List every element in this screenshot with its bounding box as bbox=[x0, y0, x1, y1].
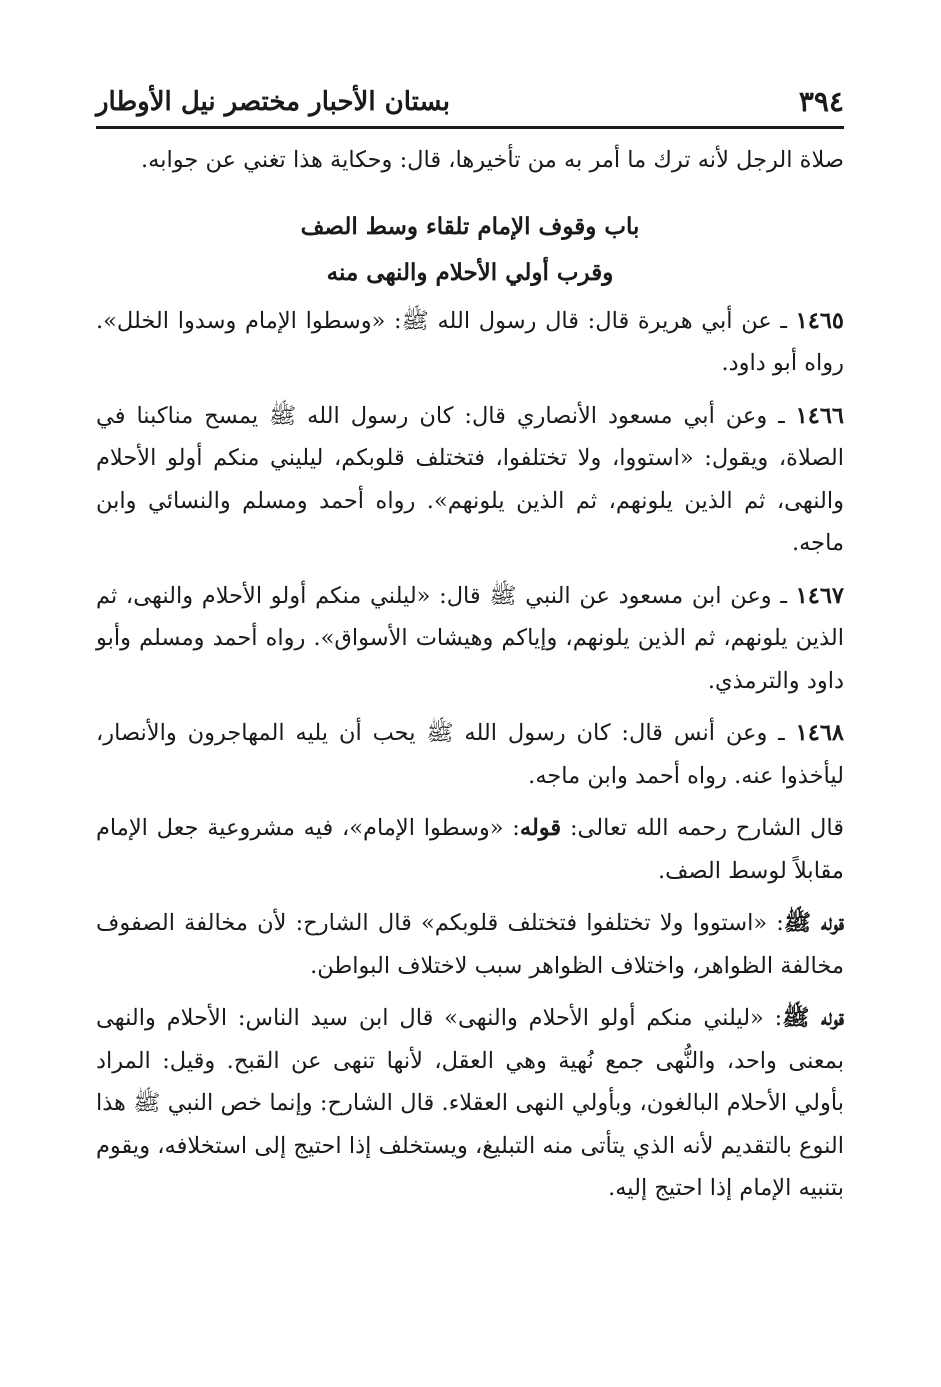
hadith-text: ـ عن أبي هريرة قال: قال رسول الله ﷺ: «وسطوا الإمام وسدوا الخلل». رواه أبو داود. bbox=[96, 307, 844, 376]
hadith-number: ١٤٦٦ bbox=[795, 402, 845, 429]
running-header bbox=[96, 76, 844, 129]
chapter-heading bbox=[96, 204, 844, 296]
hadith-text: ـ وعن أبي مسعود الأنصاري قال: كان رسول الله ﷺ يمسح مناكبنا في الصلاة، ويقول: «استووا، ولا تختلفوا، فتختلف قلوبكم، ليليني منكم أولو الأحلام والنهى، ثم الذين يلونهم، ثم الذين يلونهم». رواه أحمد ومسلم والنسائي وابن ماجه. bbox=[96, 402, 844, 556]
commentary-text: : «ليلني منكم أولو الأحلام والنهى» قال ابن سيد الناس: الأحلام والنهى بمعنى واحد، والنُّهى جمع نُهية وهي العقل، لأنها تنهى عن القبح. وقيل: المراد بأولي الأحلام البالغون، وبأولي النهى العقلاء. قال الشارح: وإنما خص النبي ﷺ هذا النوع بالتقديم لأنه الذي يتأتى منه التبليغ، ويستخلف إذا احتيج إلى استخلافه، ويقوم بتنبيه الإمام إذا احتيج إليه. bbox=[96, 1005, 844, 1201]
chapter-heading-line-2: وقرب أولي الأحلام والنهى منه bbox=[326, 258, 614, 286]
hadith-paragraph bbox=[96, 712, 844, 797]
hadith-text: ـ وعن أنس قال: كان رسول الله ﷺ يحب أن يليه المهاجرون والأنصار، ليأخذوا عنه. رواه أحمد وابن ماجه. bbox=[96, 720, 844, 789]
commentary-paragraph bbox=[96, 807, 844, 892]
commentary-text: : «وسطوا الإمام»، فيه مشروعية جعل الإمام مقابلاً لوسط الصف. bbox=[96, 815, 844, 884]
commentary-keyword: قوله bbox=[519, 815, 562, 841]
opening-paragraph: صلاة الرجل لأنه ترك ما أمر به من تأخيرها، قال: وحكاية هذا تغني عن جوابه. bbox=[141, 147, 844, 173]
hadith-paragraph bbox=[96, 575, 844, 703]
page-body bbox=[96, 139, 844, 1210]
commentary-paragraph bbox=[96, 997, 844, 1210]
commentary-paragraph bbox=[96, 902, 844, 987]
hadith-number: ١٤٦٧ bbox=[795, 582, 845, 609]
book-page bbox=[96, 76, 844, 1210]
commentary-text: : «استووا ولا تختلفوا فتختلف قلوبكم» قال الشارح: لأن مخالفة الصفوف مخالفة الظواهر، واختلاف الظواهر سبب لاختلاف البواطن. bbox=[96, 910, 844, 979]
page-number: ٣٩٤ bbox=[798, 85, 844, 118]
hadith-number: ١٤٦٥ bbox=[795, 307, 844, 334]
hadith-number: ١٤٦٨ bbox=[795, 720, 844, 746]
hadith-text: ـ وعن ابن مسعود عن النبي ﷺ قال: «ليلني منكم أولو الأحلام والنهى، ثم الذين يلونهم، ثم الذين يلونهم، وإياكم وهيشات الأسواق». رواه أحمد ومسلم وأبو داود والترمذي. bbox=[96, 582, 844, 694]
book-title: بستان الأحبار مختصر نيل الأوطار bbox=[96, 87, 450, 117]
hadith-paragraph bbox=[96, 300, 844, 385]
commentary-keyword: قوله ﷺ bbox=[782, 1005, 844, 1031]
chapter-heading-line-1: باب وقوف الإمام تلقاء وسط الصف bbox=[300, 212, 640, 240]
commentary-lead: قال الشارح رحمه الله تعالى: bbox=[561, 815, 844, 841]
hadith-paragraph bbox=[96, 395, 844, 565]
commentary-keyword: قوله ﷺ bbox=[783, 910, 844, 936]
